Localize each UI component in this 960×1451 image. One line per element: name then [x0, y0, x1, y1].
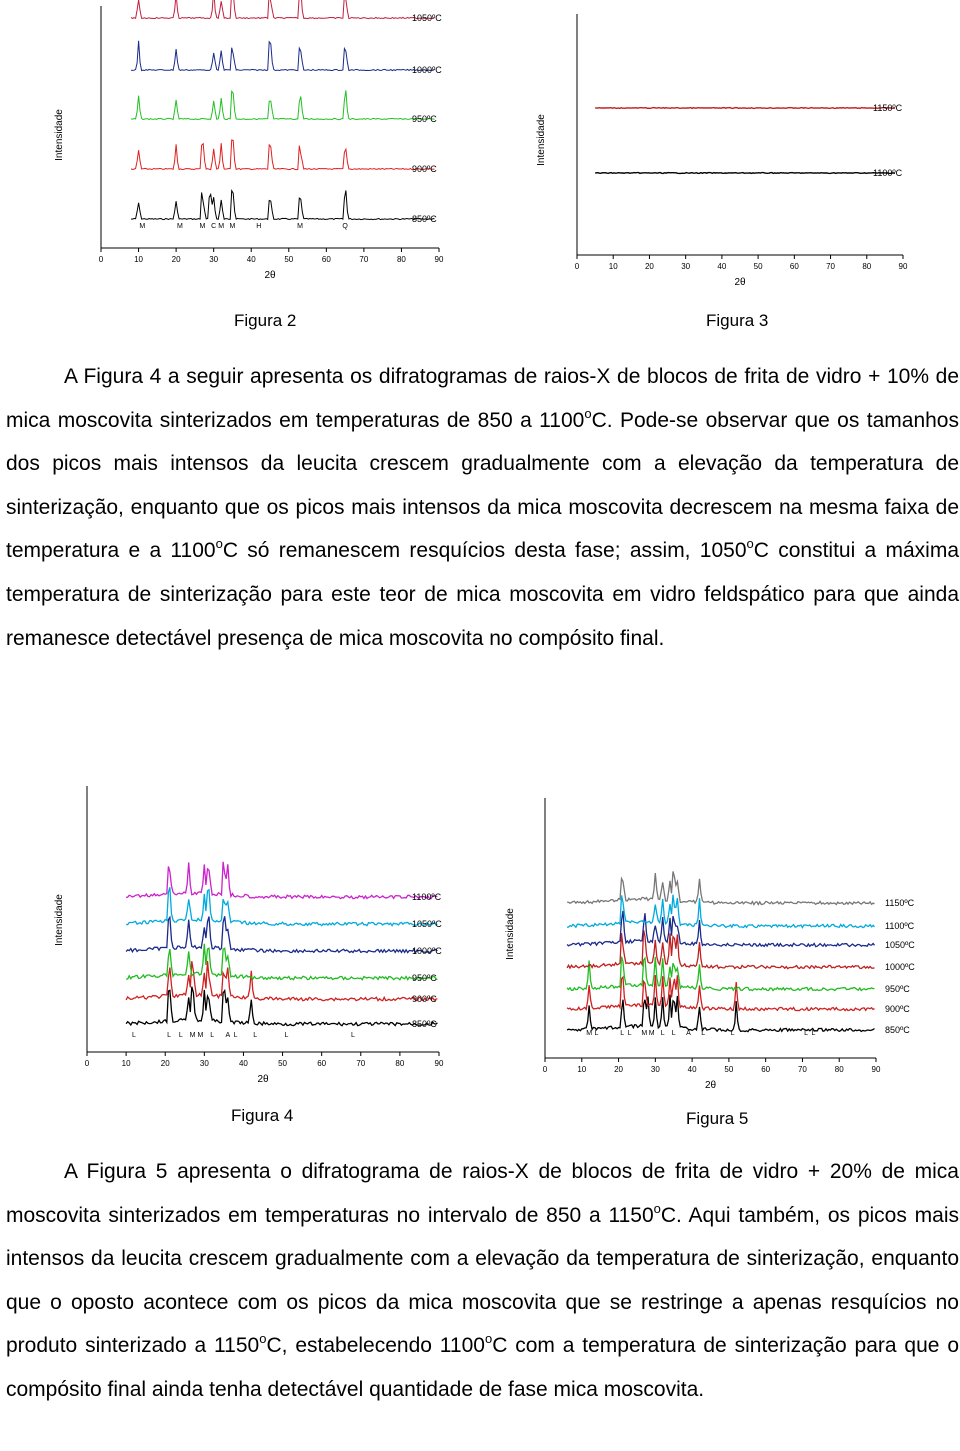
figure-2-caption: Figura 2: [234, 311, 297, 330]
x-tick-label: 0: [574, 262, 580, 271]
x-tick-label: 90: [434, 1059, 444, 1068]
figure-3: [520, 0, 920, 295]
paragraph-1: [6, 355, 959, 660]
x-tick-label: 50: [753, 262, 763, 271]
x-tick-label: 20: [644, 262, 654, 271]
series-line: [131, 0, 435, 19]
series-line: [126, 862, 437, 899]
phase-label: L: [594, 1030, 599, 1037]
x-tick-label: 10: [121, 1059, 131, 1068]
series-label: 1000ºC: [412, 65, 442, 75]
figure-4-chart: [40, 780, 480, 1095]
x-tick-label: 40: [717, 262, 727, 271]
figure-4-caption: Figura 4: [231, 1106, 294, 1125]
y-axis-label: Intensidade: [54, 109, 65, 161]
x-tick-label: 50: [724, 1065, 734, 1074]
series-label: 1050ºC: [885, 940, 915, 950]
phase-label: L: [351, 1032, 355, 1039]
degree-sup: o: [746, 536, 754, 552]
series-line: [595, 173, 895, 174]
phase-label: L: [730, 1030, 735, 1037]
x-tick-label: 40: [238, 1059, 248, 1068]
phase-label: M: [641, 1030, 648, 1037]
series-label: 850ºC: [412, 214, 437, 224]
series-label: 1050ºC: [412, 919, 442, 929]
series-line: [567, 957, 874, 991]
x-tick-label: 30: [209, 255, 219, 264]
series-label: 900ºC: [412, 994, 437, 1004]
figure-2-chart: [40, 0, 460, 295]
figure-5: [495, 790, 935, 1100]
figure-2: [40, 0, 460, 295]
phase-label: L: [627, 1030, 632, 1037]
x-tick-label: 40: [246, 255, 256, 264]
series-line: [595, 108, 895, 109]
phase-label: A: [686, 1030, 691, 1037]
phase-label: Q: [342, 223, 348, 230]
x-tick-label: 10: [134, 255, 144, 264]
x-tick-label: 60: [761, 1065, 771, 1074]
series-label: 1100ºC: [885, 921, 915, 931]
y-axis-label: Intensidade: [505, 908, 516, 960]
x-tick-label: 80: [862, 262, 872, 271]
figure-3-chart: [520, 0, 920, 295]
x-tick-label: 30: [650, 1065, 660, 1074]
phase-label: L: [620, 1030, 625, 1037]
phase-label: L: [210, 1032, 215, 1039]
x-tick-label: 0: [98, 255, 104, 264]
degree-sup: o: [259, 1331, 267, 1347]
x-axis-label: 2θ: [734, 277, 746, 288]
paragraph-2-text-d: C com a temperatura de sinterização para que o compósito final ainda tenha detectável quantidade de fase mica moscovita.: [6, 1334, 959, 1401]
phase-label: M: [197, 1032, 204, 1039]
series-line: [131, 90, 435, 119]
x-tick-label: 80: [396, 255, 406, 264]
series-label: 900ºC: [885, 1004, 910, 1014]
paragraph-1-text-a: A Figura 4 a seguir apresenta os difratogramas de raios-X de blocos de frita de vidro + 10% de mica moscovita sinterizados em temperaturas de 850 a 1100: [6, 365, 959, 432]
degree-sup: o: [653, 1200, 661, 1216]
series-label: 1100ºC: [873, 168, 903, 178]
phase-label: L: [671, 1030, 676, 1037]
x-tick-label: 20: [171, 255, 181, 264]
x-axis-label: 2θ: [704, 1080, 717, 1091]
x-tick-label: 50: [284, 255, 294, 264]
series-line: [131, 191, 435, 220]
x-tick-label: 60: [321, 255, 331, 264]
x-tick-label: 0: [542, 1065, 548, 1074]
figure-5-caption: Figura 5: [686, 1109, 749, 1128]
x-tick-label: 80: [834, 1065, 844, 1074]
phase-label: M: [199, 223, 206, 230]
x-tick-label: 30: [681, 262, 691, 271]
paragraph-2-text-a: A Figura 5 apresenta o difratograma de raios-X de blocos de frita de vidro + 20% de mica moscovita sinterizados em temperaturas no intervalo de 850 a 1150: [6, 1160, 959, 1227]
series-line: [567, 975, 874, 1011]
paragraph-1-text-b: C. Pode-se observar que os tamanhos dos picos mais intensos da leucita crescem gradualmente com a elevação da temperatura de sinterização, enquanto que os picos mais intensos da mica moscovita decrescem na mesma faixa de temperatura e a 1100: [6, 408, 959, 563]
x-tick-label: 0: [84, 1059, 90, 1068]
phase-label: M: [229, 223, 236, 230]
series-label: 1150ºC: [873, 103, 903, 113]
series-label: 850ºC: [412, 1019, 437, 1029]
series-line: [126, 916, 437, 952]
phase-label: H: [256, 223, 262, 230]
series-label: 950ºC: [885, 984, 910, 994]
phase-label: L: [701, 1030, 706, 1037]
x-tick-label: 10: [577, 1065, 587, 1074]
figure-5-chart: [495, 790, 935, 1100]
x-tick-label: 40: [687, 1065, 697, 1074]
phase-label: M: [176, 223, 183, 230]
x-tick-label: 70: [826, 262, 836, 271]
phase-label: L: [233, 1032, 238, 1039]
paragraph-1-text-c: C só remanescem resquícios desta fase; assim, 1050: [222, 539, 747, 563]
x-axis-label: 2θ: [264, 270, 276, 281]
phase-label: M: [297, 223, 303, 230]
series-line: [126, 944, 437, 980]
phase-label: L: [660, 1030, 665, 1037]
series-label: 1000ºC: [885, 962, 915, 972]
y-axis-label: Intensidade: [54, 894, 65, 946]
x-tick-label: 90: [898, 262, 908, 271]
series-line: [131, 41, 435, 71]
x-tick-label: 20: [614, 1065, 624, 1074]
figure-3-caption: Figura 3: [706, 311, 769, 330]
x-tick-label: 80: [395, 1059, 405, 1068]
series-label: 850ºC: [885, 1025, 910, 1035]
phase-label: M: [586, 1030, 593, 1037]
series-line: [131, 140, 435, 170]
phase-label: L: [131, 1032, 136, 1039]
series-line: [567, 930, 874, 968]
series-label: 950ºC: [412, 973, 437, 983]
x-axis-label: 2θ: [257, 1074, 269, 1085]
series-label: 1050ºC: [412, 13, 442, 23]
phase-label: L: [178, 1032, 183, 1039]
series-label: 900ºC: [412, 164, 437, 174]
x-tick-label: 60: [789, 262, 799, 271]
paragraph-1-text-d: C constitui a máxima temperatura de sinterização para este teor de mica moscovita em vidro feldspático para que ainda remanesce detectável presença de mica moscovita no compósito final.: [6, 539, 960, 650]
x-tick-label: 70: [359, 255, 369, 264]
series-line: [567, 995, 874, 1032]
phase-label: M: [218, 223, 225, 230]
phase-label: L: [284, 1032, 289, 1039]
x-tick-label: 10: [608, 262, 618, 271]
x-tick-label: 90: [434, 255, 444, 264]
phase-label: A: [225, 1032, 231, 1039]
paragraph-2: [6, 1150, 959, 1412]
series-label: 1100ºC: [412, 892, 442, 902]
series-line: [126, 887, 437, 925]
x-tick-label: 30: [199, 1059, 209, 1068]
x-tick-label: 60: [317, 1059, 327, 1068]
phase-label: M: [189, 1032, 196, 1039]
phase-label: M: [648, 1030, 655, 1037]
series-line: [567, 871, 874, 904]
phase-label: M: [139, 223, 146, 230]
degree-sup: o: [584, 405, 592, 421]
paragraph-2-text-b: C. Aqui também, os picos mais intensos da leucita crescem gradualmente com a elevação da temperatura de sinterização, enquanto que o oposto acontece com os picos da mica moscovita que se restringe a apenas resquícios no produto sinterizado a 1150: [6, 1203, 959, 1358]
x-tick-label: 20: [160, 1059, 170, 1068]
phase-label: L: [253, 1032, 258, 1039]
phase-label: L: [811, 1030, 816, 1037]
series-label: 1150ºC: [885, 898, 915, 908]
series-label: 950ºC: [412, 114, 437, 124]
y-axis-label: Intensidade: [536, 114, 547, 166]
phase-label: L: [804, 1030, 809, 1037]
series-line: [567, 911, 874, 947]
phase-label: C: [211, 223, 217, 230]
x-tick-label: 70: [356, 1059, 366, 1068]
figure-4: [40, 780, 480, 1095]
x-tick-label: 50: [278, 1059, 288, 1068]
phase-label: L: [167, 1032, 172, 1039]
degree-sup: o: [215, 536, 223, 552]
x-tick-label: 90: [871, 1065, 881, 1074]
series-label: 1000ºC: [412, 946, 442, 956]
x-tick-label: 70: [797, 1065, 807, 1074]
degree-sup: o: [484, 1331, 493, 1347]
series-line: [126, 961, 437, 1001]
paragraph-2-text-c: C, estabelecendo 1100: [266, 1334, 485, 1358]
